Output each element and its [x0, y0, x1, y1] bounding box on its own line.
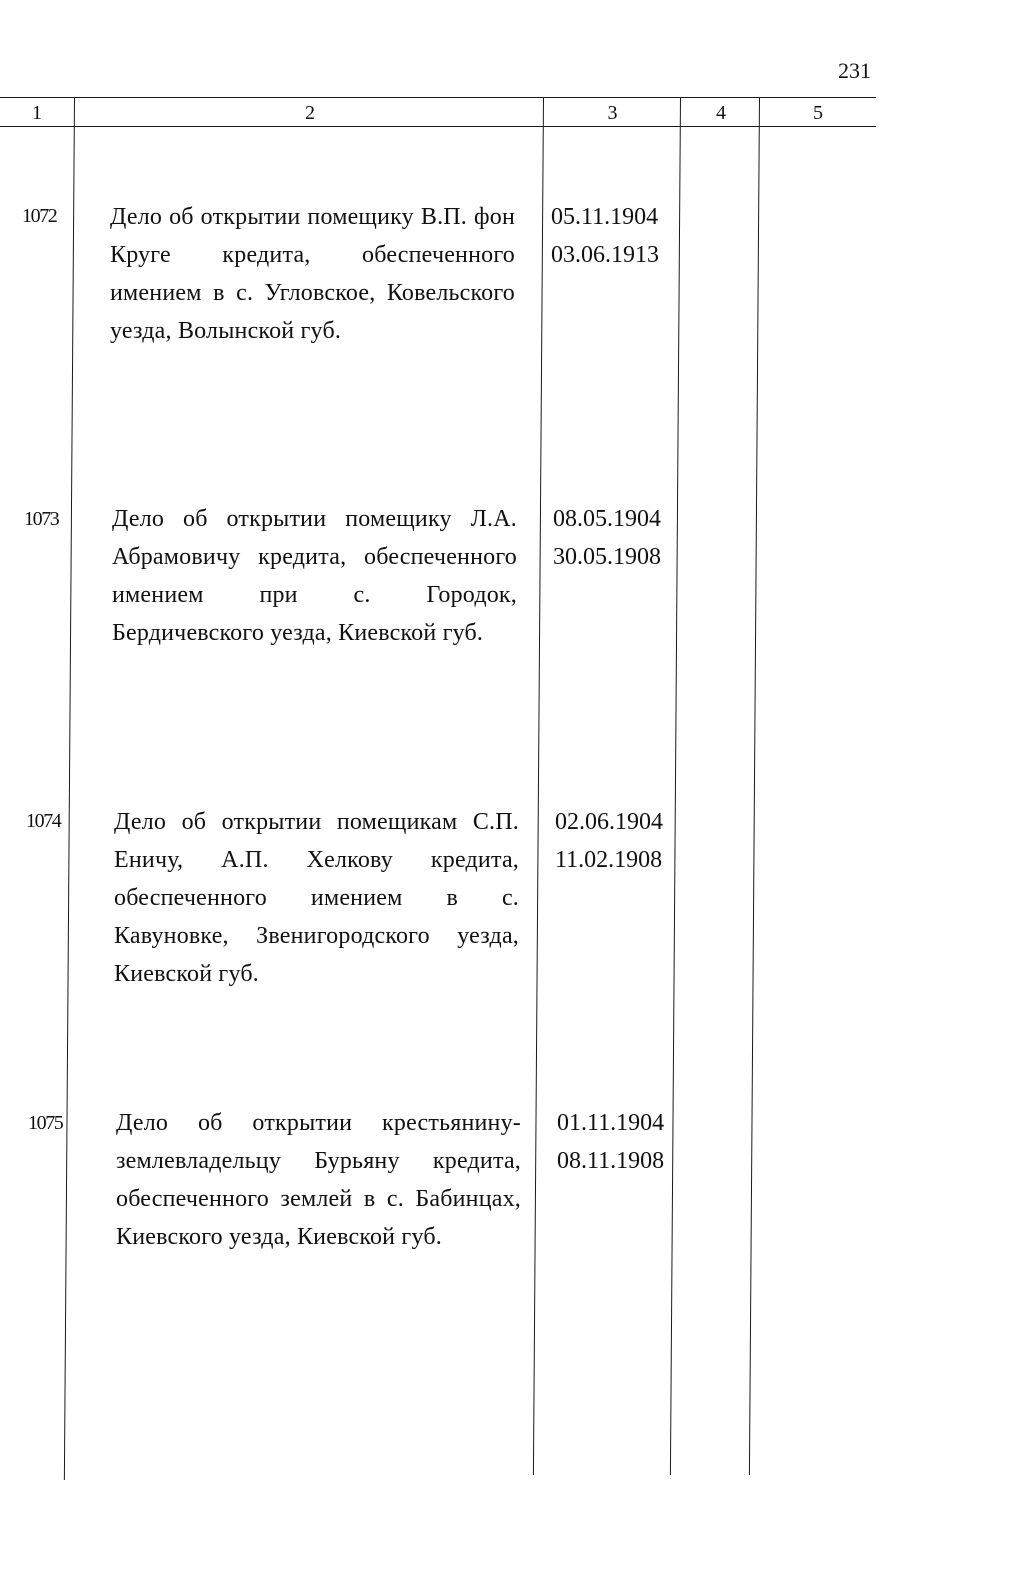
record-number: 1074 [26, 810, 61, 832]
record-date-start: 05.11.1904 [551, 204, 659, 230]
table-header-bottom-rule [0, 126, 876, 127]
record-date-end: 08.11.1908 [557, 1148, 665, 1174]
column-header-2: 2 [305, 102, 315, 124]
record-dates [557, 1104, 664, 1180]
column-divider-4 [749, 97, 760, 1475]
record-date-start: 01.11.1904 [557, 1110, 665, 1136]
column-divider-3 [670, 97, 681, 1475]
record-description: Дело об открытии крестьянину-землевладельцу Бурьяну кредита, обеспеченного землей в с. Бабинцах, Киевского уезда, Киевской губ. [116, 1110, 521, 1250]
page-number: 231 [838, 58, 871, 83]
column-header-4: 4 [716, 102, 726, 124]
record-date-start: 08.05.1904 [553, 506, 661, 532]
record-number: 1073 [24, 508, 59, 530]
record-date-end: 03.06.1913 [551, 242, 659, 268]
column-header-3: 3 [607, 102, 618, 124]
record-description: Дело об открытии помещику В.П. фон Круге кредита, обеспеченного имением в с. Угловское, Ковельского уезда, Волынской губ. [110, 204, 515, 344]
record-number: 1072 [22, 205, 57, 227]
column-divider-1 [64, 97, 75, 1480]
record-description: Дело об открытии помещику Л.А. Абрамовичу кредита, обеспеченного имением при с. Городок, Бердичевского уезда, Киевской губ. [112, 506, 517, 646]
record-description: Дело об открытии помещикам С.П. Еничу, А.П. Хелкову кредита, обеспеченного имением в с. Кавуновке, Звенигородского уезда, Киевской губ. [114, 809, 519, 987]
record-date-end: 30.05.1908 [553, 544, 661, 570]
table-header-top-rule [0, 97, 876, 98]
column-header-1: 1 [32, 102, 42, 124]
column-divider-2 [533, 97, 544, 1475]
record-dates [553, 500, 661, 576]
column-header-5: 5 [813, 102, 823, 124]
record-date-end: 11.02.1908 [555, 847, 663, 873]
record-dates [555, 803, 663, 879]
record-number: 1075 [28, 1112, 63, 1134]
record-dates [551, 198, 659, 274]
record-date-start: 02.06.1904 [555, 809, 663, 835]
